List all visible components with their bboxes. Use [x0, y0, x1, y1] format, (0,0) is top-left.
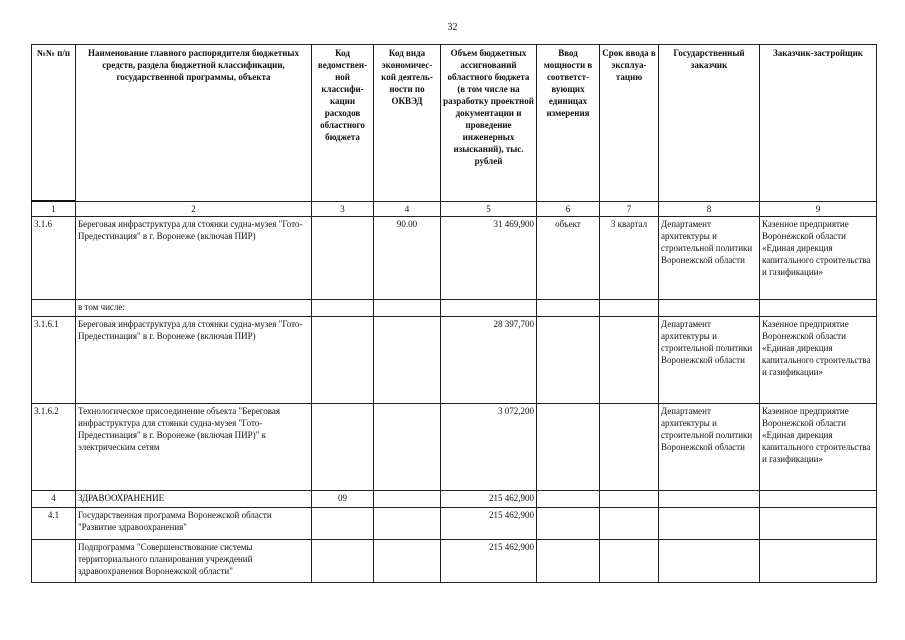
- row-dept-code: [312, 508, 374, 540]
- row-developer: Казенное предприятие Воронежской области «Единая дирекция капитального строительства и газификации»: [760, 317, 877, 404]
- row-number: 3.1.6.2: [32, 404, 76, 491]
- table-row: [32, 300, 877, 317]
- row-term: [600, 300, 659, 317]
- row-capacity: [537, 540, 600, 583]
- row-dept-code: [312, 404, 374, 491]
- row-amount: 3 072,200: [441, 404, 537, 491]
- row-state-customer: [659, 300, 760, 317]
- row-okved-code: [374, 300, 441, 317]
- row-term: [600, 491, 659, 508]
- header-budget-amount: Объем бюджетных ассигнований областного бюджета (в том числе на разработку проектной документации и проведение инженерных изысканий), тыс. рублей: [441, 45, 537, 202]
- column-number: 9: [760, 201, 877, 217]
- row-dept-code: 09: [312, 491, 374, 508]
- row-dept-code: [312, 300, 374, 317]
- header-dept-code: Код ведомствен-ной классифи-кации расходов областного бюджета: [312, 45, 374, 202]
- header-state-customer: Государственный заказчик: [659, 45, 760, 202]
- row-okved-code: [374, 540, 441, 583]
- row-amount: 215 462,900: [441, 491, 537, 508]
- header-row: [32, 45, 877, 202]
- row-name: Государственная программа Воронежской области "Развитие здравоохранения": [76, 508, 312, 540]
- column-number: 8: [659, 201, 760, 217]
- row-term: [600, 508, 659, 540]
- row-term: [600, 540, 659, 583]
- table-row: [32, 217, 877, 300]
- row-amount: [441, 300, 537, 317]
- row-name: в том числе:: [76, 300, 312, 317]
- row-state-customer: [659, 540, 760, 583]
- row-developer: [760, 300, 877, 317]
- header-term: Срок ввода в эксплуа-тацию: [600, 45, 659, 202]
- table-row: [32, 317, 877, 404]
- row-developer: [760, 540, 877, 583]
- table-row: [32, 404, 877, 491]
- row-okved-code: 90.00: [374, 217, 441, 300]
- row-term: [600, 404, 659, 491]
- column-number: 6: [537, 201, 600, 217]
- column-number: 5: [441, 201, 537, 217]
- column-number: 3: [312, 201, 374, 217]
- row-number: 4: [32, 491, 76, 508]
- row-name: Подпрограмма "Совершенствование системы территориального планирования учреждений здравоохранения Воронежской области": [76, 540, 312, 583]
- row-number: 3.1.6.1: [32, 317, 76, 404]
- row-capacity: [537, 508, 600, 540]
- row-developer: Казенное предприятие Воронежской области «Единая дирекция капитального строительства и газификации»: [760, 217, 877, 300]
- column-number-row: [32, 201, 877, 217]
- header-capacity: Ввод мощности в соответст-вующих единицах измерения: [537, 45, 600, 202]
- row-okved-code: [374, 508, 441, 540]
- row-capacity: [537, 491, 600, 508]
- column-number: 1: [32, 201, 76, 217]
- row-okved-code: [374, 404, 441, 491]
- row-developer: Казенное предприятие Воронежской области «Единая дирекция капитального строительства и газификации»: [760, 404, 877, 491]
- row-number: 3.1.6: [32, 217, 76, 300]
- table-row: [32, 508, 877, 540]
- row-state-customer: Департамент архитектуры и строительной политики Воронежской области: [659, 217, 760, 300]
- row-name: ЗДРАВООХРАНЕНИЕ: [76, 491, 312, 508]
- row-developer: [760, 491, 877, 508]
- row-name: Береговая инфраструктура для стоянки судна-музея "Гото-Предестинация" в г. Воронеже (включая ПИР): [76, 217, 312, 300]
- row-developer: [760, 508, 877, 540]
- row-dept-code: [312, 217, 374, 300]
- row-amount: 31 469,900: [441, 217, 537, 300]
- row-capacity: объект: [537, 217, 600, 300]
- row-capacity: [537, 404, 600, 491]
- column-number: 7: [600, 201, 659, 217]
- row-number: [32, 300, 76, 317]
- row-dept-code: [312, 317, 374, 404]
- row-amount: 28 397,700: [441, 317, 537, 404]
- table-row: [32, 540, 877, 583]
- header-developer: Заказчик-застройщик: [760, 45, 877, 202]
- row-okved-code: [374, 491, 441, 508]
- header-number: №№ п/п: [32, 45, 76, 202]
- row-capacity: [537, 317, 600, 404]
- row-term: [600, 317, 659, 404]
- row-number: 4.1: [32, 508, 76, 540]
- row-state-customer: Департамент архитектуры и строительной политики Воронежской области: [659, 404, 760, 491]
- row-name: Береговая инфраструктура для стоянки судна-музея "Гото-Предестинация" в г. Воронеже (включая ПИР): [76, 317, 312, 404]
- row-term: 3 квартал: [600, 217, 659, 300]
- row-okved-code: [374, 317, 441, 404]
- column-number: 2: [76, 201, 312, 217]
- page-number: 32: [447, 22, 458, 33]
- row-state-customer: Департамент архитектуры и строительной политики Воронежской области: [659, 317, 760, 404]
- table-row: [32, 491, 877, 508]
- row-dept-code: [312, 540, 374, 583]
- budget-table: [31, 44, 877, 583]
- row-amount: 215 462,900: [441, 540, 537, 583]
- header-name: Наименование главного распорядителя бюджетных средств, раздела бюджетной классификации, государственной программы, объекта: [76, 45, 312, 202]
- header-okved-code: Код вида экономичес-кой деятель-ности по ОКВЭД: [374, 45, 441, 202]
- row-amount: 215 462,900: [441, 508, 537, 540]
- row-number: [32, 540, 76, 583]
- row-capacity: [537, 300, 600, 317]
- row-state-customer: [659, 491, 760, 508]
- row-state-customer: [659, 508, 760, 540]
- row-name: Технологическое присоединение объекта "Береговая инфраструктура для стоянки судна-музея "Гото-Предестинация" в г. Воронеже (включая ПИР)" к электрическим сетям: [76, 404, 312, 491]
- column-number: 4: [374, 201, 441, 217]
